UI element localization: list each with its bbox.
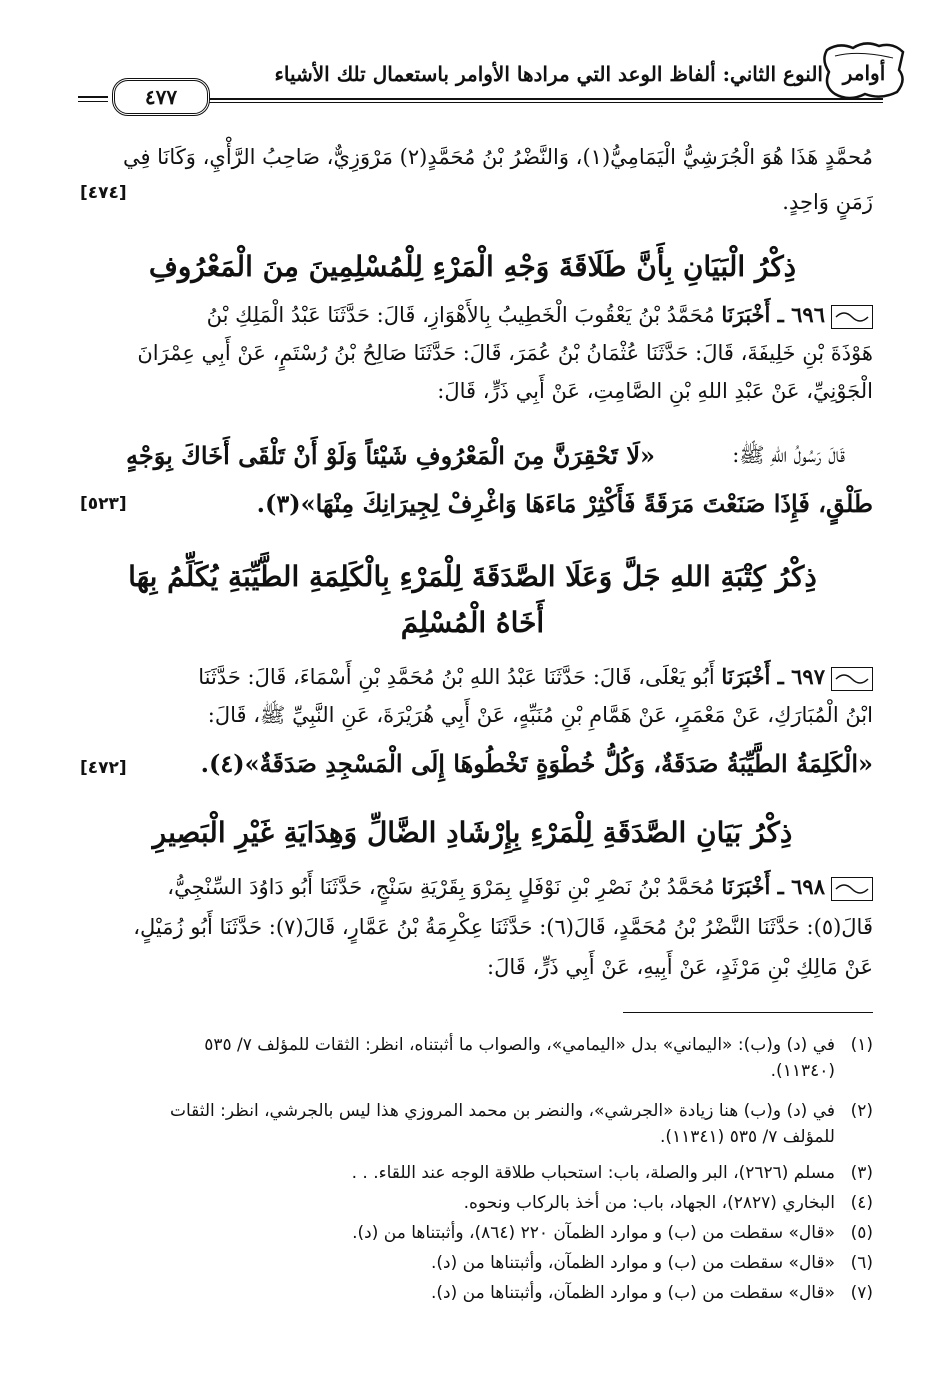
chapter-heading: ذِكْرُ بَيَانِ الصَّدَقَةِ لِلْمَرْءِ بِإِرْشَادِ الضَّالِّ وَهِدَايَةِ غَيْرِ الْبَصِيرِ: [152, 816, 793, 849]
corner-ornament-icon: [819, 40, 909, 104]
cross-reference: [٤٧٢]: [80, 758, 127, 778]
hadith-696-line-3: الْجَوْنِيِّ، عَنْ عَبْدِ اللهِ بْنِ الصَّامِتِ، عَنْ أَبِي ذَرٍّ، قَالَ:: [437, 379, 873, 403]
hadith-number: ٦٩٧ ـ أَخْبَرَنَا: [721, 664, 825, 689]
hadith-696-quote-2: طَلْقٍ، فَإِذَا صَنَعْتَ مَرَقَةً فَأَكْثِرْ مَاءَهَا وَاغْرِفْ لِجِيرَانِكَ مِنْهَا»(٣).: [256, 489, 873, 518]
footnote-5: [67, 1220, 873, 1246]
footnote-text: (١١٣٤٠).: [770, 1061, 835, 1081]
chapter-heading-line-2: أَخَاهُ الْمُسْلِمَ: [400, 606, 545, 639]
hadith-696-quote-1: «لَا تَحْقِرَنَّ مِنَ الْمَعْرُوفِ شَيْئاً وَلَوْ أَنْ تَلْقَى أَخَاكَ بِوَجْهٍ: [126, 441, 655, 470]
hadith-text: أَبُو يَعْلَى، قَالَ: حَدَّثَنَا عَبْدُ اللهِ بْنُ مُحَمَّدِ بْنِ أَسْمَاءَ، قَالَ: حَدَّثَنَا: [198, 665, 715, 689]
hadith-697-line-2: ابْنُ الْمُبَارَكِ، عَنْ مَعْمَرٍ، عَنْ هَمَّامِ بْنِ مُنَبِّهٍ، عَنْ أَبِي هُرَيْرَةَ، عَنِ النَّبِيِّ ﷺ، قَالَ:: [207, 703, 873, 727]
header-rule: [78, 96, 108, 98]
footnote-number: (٤): [850, 1193, 873, 1213]
hadith-marker-icon: [831, 667, 873, 691]
footnote-divider: [623, 1012, 873, 1013]
footnote-text: البخاري (٢٨٢٧)، الجهاد، باب: من أخذ بالركاب ونحوه.: [463, 1193, 835, 1213]
cross-reference: [٥٢٣]: [80, 494, 127, 514]
intro-line-1: مُحمَّدٍ هَذَا هُوَ الْجُرَشِيُّ الْيَمَامِيُّ(١)، وَالنَّضْرُ بْنُ مُحَمَّدٍ(٢) مَرْوَزِيٌّ، صَاحِبُ الرَّأْيِ، وَكَانَا فِي: [122, 145, 873, 169]
footnote-text: «قال» سقطت من (ب) و موارد الظمآن ٢٢٠ (٨٦٤)، وأثبتناها من (د).: [352, 1223, 835, 1243]
footnote-number: (٦): [850, 1253, 873, 1273]
hadith-697-line-1: [69, 660, 873, 694]
footnote-6: [67, 1250, 873, 1276]
footnote-3: [67, 1160, 873, 1186]
hadith-696-intro: قَالَ رَسُولُ اللهِ ﷺ:: [732, 443, 845, 467]
footnote-text: في (د) و(ب): «اليماني» بدل «اليمامي»، والصواب ما أثبتناه، انظر: الثقات للمؤلف ٧/ ٥٣٥: [204, 1035, 835, 1055]
hadith-698-line-1: [69, 870, 873, 904]
page-number-badge: ٤٧٧: [112, 78, 210, 116]
hadith-698-line-3: عَنْ مَالِكِ بْنِ مَرْثَدٍ، عَنْ أَبِيهِ، عَنْ أَبِي ذَرٍّ، قَالَ:: [487, 955, 873, 979]
footnote-number: (٣): [850, 1163, 873, 1183]
footnote-number: (٥): [850, 1223, 873, 1243]
hadith-696-line-2: هَوْذَةَ بْنِ خَلِيفَةَ، قَالَ: حَدَّثَنَا عُثْمَانُ بْنُ عُمَرَ، قَالَ: حَدَّثَنَا صَالِحُ بْنُ رُسْتَمٍ، عَنْ أَبِي عِمْرَانَ: [137, 341, 873, 365]
footnote-number: (٧): [850, 1283, 873, 1303]
footnote-4: [67, 1190, 873, 1216]
hadith-marker-icon: [831, 877, 873, 901]
footnote-7: [67, 1280, 873, 1306]
hadith-number: ٦٩٦ ـ أَخْبَرَنَا: [721, 302, 825, 327]
ornament-text: أوامر: [842, 61, 886, 85]
hadith-698-line-2: قَالَ(٥): حَدَّثَنَا النَّضْرُ بْنُ مُحَمَّدٍ، قَالَ(٦): حَدَّثَنَا عِكْرِمَةُ بْنُ عَمَّارٍ، قَالَ(٧): حَدَّثَنَا أَبُو زُمَيْلٍ،: [133, 915, 873, 939]
chapter-heading-line-1: ذِكْرُ كِتْبَةِ اللهِ جَلَّ وَعَلَا الصَّدَقَةَ لِلْمَرْءِ بِالْكَلِمَةِ الطَّيِّبَةِ يُكَلِّمُ بِهَا: [128, 560, 817, 593]
cross-reference: [٤٧٤]: [80, 183, 127, 203]
hadith-text: مُحَمَّدُ بْنُ نَصْرِ بْنِ نَوْفَلٍ بِمَرْوَ بِقَرْيَةِ سَنْجٍ، حَدَّثَنَا أَبُو دَاوُدَ السِّنْجِيُّ،: [167, 875, 715, 899]
hadith-number: ٦٩٨ ـ أَخْبَرَنَا: [721, 874, 825, 899]
footnote-text: للمؤلف ٧/ ٥٣٥ (١١٣٤١).: [659, 1127, 835, 1147]
footnote-2: [67, 1098, 873, 1150]
chapter-heading: ذِكْرُ الْبَيَانِ بِأَنَّ طَلَاقَةَ وَجْهِ الْمَرْءِ لِلْمُسْلِمِينَ مِنَ الْمَعْرُوفِ: [148, 250, 797, 283]
footnote-number: (١): [850, 1035, 873, 1055]
footnote-1: [67, 1032, 873, 1084]
intro-line-2: زَمَنٍ وَاحِدٍ.: [782, 190, 873, 214]
header-rule: [78, 101, 108, 102]
hadith-696-line-1: [69, 298, 873, 332]
header-rule: [208, 102, 883, 103]
hadith-text: مُحَمَّدُ بْنُ يَعْقُوبَ الْخَطِيبُ بِالأَهْوَازِ، قَالَ: حَدَّثَنَا عَبْدُ الْمَلِكِ بْنُ: [206, 303, 715, 327]
section-title: النوع الثاني: ألفاظ الوعد التي مرادها الأوامر باستعمال تلك الأشياء: [274, 62, 823, 86]
footnote-text: «قال» سقطت من (ب) و موارد الظمآن، وأثبتناها من (د).: [431, 1283, 835, 1303]
hadith-marker-icon: [831, 305, 873, 329]
footnote-text: مسلم (٢٦٢٦)، البر والصلة، باب: استحباب طلاقة الوجه عند اللقاء. . .: [351, 1163, 835, 1183]
footnote-text: في (د) و(ب) هنا زيادة «الجرشي»، والنضر بن محمد المروزي هذا ليس بالجرشي، انظر: الثقات: [169, 1101, 835, 1121]
page-header: [78, 38, 886, 109]
hadith-697-quote: «الْكَلِمَةُ الطَّيِّبَةُ صَدَقَةٌ، وَكُلُّ خُطْوَةٍ تَخْطُوهَا إِلَى الْمَسْجِدِ صَدَقَةٌ»(٤).: [200, 749, 873, 778]
footnote-number: (٢): [850, 1101, 873, 1121]
footnote-text: «قال» سقطت من (ب) و موارد الظمآن، وأثبتناها من (د).: [431, 1253, 835, 1273]
header-rule: [208, 98, 883, 100]
